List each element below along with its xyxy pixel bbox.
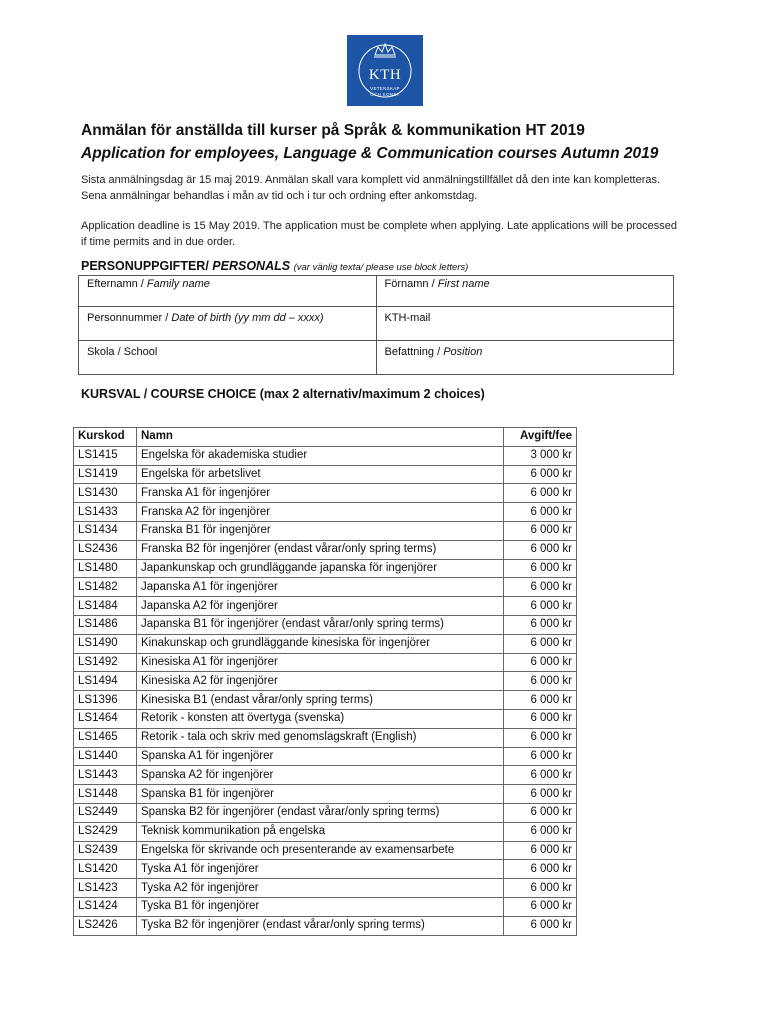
course-name-cell: Japankunskap och grundläggande japanska för ingenjörer xyxy=(137,559,504,578)
position-label-en: Position xyxy=(443,346,483,358)
personal-heading-sv: PERSONUPPGIFTER/ xyxy=(81,259,209,273)
personal-heading-en: PERSONALS xyxy=(212,259,291,273)
first-name-label-en: First name xyxy=(437,278,490,290)
table-row[interactable] xyxy=(74,709,577,728)
course-fee-cell: 6 000 kr xyxy=(504,521,577,540)
column-header-fee: Avgift/fee xyxy=(504,428,577,447)
course-name-cell: Teknisk kommunikation på engelska xyxy=(137,822,504,841)
course-code-cell: LS1423 xyxy=(74,879,137,898)
course-name-cell: Engelska för skrivande och presenterande av examensarbete xyxy=(137,841,504,860)
course-code-cell: LS2429 xyxy=(74,822,137,841)
course-fee-cell: 6 000 kr xyxy=(504,691,577,710)
course-name-cell: Tyska B1 för ingenjörer xyxy=(137,897,504,916)
course-code-cell: LS1424 xyxy=(74,897,137,916)
course-code-cell: LS2439 xyxy=(74,841,137,860)
course-name-cell: Engelska för akademiska studier xyxy=(137,446,504,465)
table-row[interactable] xyxy=(74,597,577,616)
course-name-cell: Japanska A1 för ingenjörer xyxy=(137,578,504,597)
dob-label-en: Date of birth (yy mm dd – xxxx) xyxy=(171,312,324,324)
logo-subline-1: VETENSKAP xyxy=(370,86,400,91)
table-row[interactable] xyxy=(74,841,577,860)
course-name-cell: Franska A2 för ingenjörer xyxy=(137,503,504,522)
table-row[interactable] xyxy=(74,691,577,710)
course-fee-cell: 6 000 kr xyxy=(504,465,577,484)
course-fee-cell: 6 000 kr xyxy=(504,916,577,935)
table-row[interactable] xyxy=(74,766,577,785)
course-code-cell: LS1490 xyxy=(74,634,137,653)
table-row[interactable] xyxy=(74,672,577,691)
course-code-cell: LS1486 xyxy=(74,615,137,634)
course-fee-cell: 6 000 kr xyxy=(504,559,577,578)
course-code-cell: LS1484 xyxy=(74,597,137,616)
table-row[interactable] xyxy=(74,503,577,522)
course-fee-cell: 6 000 kr xyxy=(504,503,577,522)
personal-table xyxy=(78,275,674,375)
course-name-cell: Spanska B2 för ingenjörer (endast vårar/only spring terms) xyxy=(137,803,504,822)
course-name-cell: Franska A1 för ingenjörer xyxy=(137,484,504,503)
course-name-cell: Kinakunskap och grundläggande kinesiska för ingenjörer xyxy=(137,634,504,653)
table-row[interactable] xyxy=(74,728,577,747)
course-code-cell: LS1443 xyxy=(74,766,137,785)
course-code-cell: LS1448 xyxy=(74,785,137,804)
course-fee-cell: 6 000 kr xyxy=(504,615,577,634)
table-row[interactable] xyxy=(74,785,577,804)
course-fee-cell: 6 000 kr xyxy=(504,785,577,804)
course-name-cell: Kinesiska A1 för ingenjörer xyxy=(137,653,504,672)
table-row[interactable] xyxy=(74,465,577,484)
course-fee-cell: 6 000 kr xyxy=(504,634,577,653)
logo-subline-2: OCH KONST xyxy=(370,92,400,97)
personal-heading xyxy=(81,259,468,273)
course-fee-cell: 6 000 kr xyxy=(504,747,577,766)
course-fee-cell: 6 000 kr xyxy=(504,709,577,728)
table-row[interactable] xyxy=(74,521,577,540)
table-row[interactable] xyxy=(74,897,577,916)
table-row[interactable] xyxy=(74,559,577,578)
course-code-cell: LS1419 xyxy=(74,465,137,484)
table-row[interactable] xyxy=(74,879,577,898)
page-subtitle: Application for employees, Language & Communication courses Autumn 2019 xyxy=(81,145,659,162)
course-fee-cell: 6 000 kr xyxy=(504,803,577,822)
logo-wordmark: KTH xyxy=(368,67,402,83)
course-rows xyxy=(74,446,577,935)
course-fee-cell: 6 000 kr xyxy=(504,653,577,672)
course-name-cell: Tyska A1 för ingenjörer xyxy=(137,860,504,879)
course-fee-cell: 6 000 kr xyxy=(504,879,577,898)
course-code-cell: LS1465 xyxy=(74,728,137,747)
family-name-label-en: Family name xyxy=(146,278,210,290)
course-fee-cell: 6 000 kr xyxy=(504,484,577,503)
table-row[interactable] xyxy=(74,484,577,503)
course-fee-cell: 6 000 kr xyxy=(504,597,577,616)
course-name-cell: Engelska för arbetslivet xyxy=(137,465,504,484)
column-header-name: Namn xyxy=(137,428,504,447)
first-name-label-sv: Förnamn / xyxy=(384,278,438,290)
table-row[interactable] xyxy=(74,578,577,597)
course-code-cell: LS1494 xyxy=(74,672,137,691)
course-code-cell: LS2449 xyxy=(74,803,137,822)
course-choice-heading: KURSVAL / COURSE CHOICE (max 2 alternativ/maximum 2 choices) xyxy=(81,387,485,401)
family-name-field[interactable] xyxy=(79,276,377,307)
kth-mail-field[interactable] xyxy=(376,307,674,341)
first-name-field[interactable] xyxy=(376,276,674,307)
course-name-cell: Retorik - konsten att övertyga (svenska) xyxy=(137,709,504,728)
personal-hint: (var vänlig texta/ please use block letters) xyxy=(293,262,469,273)
course-name-cell: Franska B2 för ingenjörer (endast vårar/only spring terms) xyxy=(137,540,504,559)
course-code-cell: LS2436 xyxy=(74,540,137,559)
course-code-cell: LS1464 xyxy=(74,709,137,728)
course-name-cell: Retorik - tala och skriv med genomslagskraft (English) xyxy=(137,728,504,747)
course-fee-cell: 6 000 kr xyxy=(504,766,577,785)
course-fee-cell: 6 000 kr xyxy=(504,897,577,916)
table-row[interactable] xyxy=(74,615,577,634)
course-fee-cell: 6 000 kr xyxy=(504,578,577,597)
table-row[interactable] xyxy=(74,540,577,559)
course-fee-cell: 6 000 kr xyxy=(504,672,577,691)
table-row[interactable] xyxy=(74,747,577,766)
table-row[interactable] xyxy=(74,822,577,841)
course-name-cell: Japanska B1 för ingenjörer (endast vårar/only spring terms) xyxy=(137,615,504,634)
course-code-cell: LS1430 xyxy=(74,484,137,503)
table-row[interactable] xyxy=(74,803,577,822)
position-label-sv: Befattning / xyxy=(384,346,444,358)
page-title: Anmälan för anställda till kurser på Språk & kommunikation HT 2019 xyxy=(81,122,585,139)
kth-mail-label: KTH-mail xyxy=(384,312,431,324)
table-row[interactable] xyxy=(74,653,577,672)
table-row[interactable] xyxy=(74,916,577,935)
course-fee-cell: 6 000 kr xyxy=(504,860,577,879)
course-table xyxy=(73,427,577,936)
course-name-cell: Tyska B2 för ingenjörer (endast vårar/only spring terms) xyxy=(137,916,504,935)
course-code-cell: LS2426 xyxy=(74,916,137,935)
intro-english: Application deadline is 15 May 2019. The application must be complete when applying. Late applications will be processed if time permits and in due order. xyxy=(81,220,677,248)
course-name-cell: Kinesiska A2 för ingenjörer xyxy=(137,672,504,691)
dob-field[interactable] xyxy=(79,307,377,341)
course-fee-cell: 6 000 kr xyxy=(504,540,577,559)
position-field[interactable] xyxy=(376,341,674,375)
school-field[interactable] xyxy=(79,341,377,375)
course-code-cell: LS1482 xyxy=(74,578,137,597)
course-code-cell: LS1440 xyxy=(74,747,137,766)
course-table-header xyxy=(74,428,577,447)
course-name-cell: Spanska A1 för ingenjörer xyxy=(137,747,504,766)
course-name-cell: Japanska A2 för ingenjörer xyxy=(137,597,504,616)
course-code-cell: LS1480 xyxy=(74,559,137,578)
course-code-cell: LS1420 xyxy=(74,860,137,879)
table-row[interactable] xyxy=(74,860,577,879)
column-header-code: Kurskod xyxy=(74,428,137,447)
family-name-label-sv: Efternamn / xyxy=(87,278,147,290)
course-name-cell: Spanska A2 för ingenjörer xyxy=(137,766,504,785)
kth-logo xyxy=(347,35,423,106)
intro-swedish: Sista anmälningsdag är 15 maj 2019. Anmälan skall vara komplett vid anmälningstillfället då den inte kan kompletteras. Sena anmälningar behandlas i mån av tid och i tur och ordning efter ankomstdag. xyxy=(81,174,661,202)
course-fee-cell: 6 000 kr xyxy=(504,841,577,860)
course-code-cell: LS1396 xyxy=(74,691,137,710)
dob-label-sv: Personnummer / xyxy=(87,312,172,324)
course-code-cell: LS1434 xyxy=(74,521,137,540)
school-label: Skola / School xyxy=(87,346,158,358)
course-fee-cell: 6 000 kr xyxy=(504,728,577,747)
course-fee-cell: 3 000 kr xyxy=(504,446,577,465)
course-code-cell: LS1433 xyxy=(74,503,137,522)
course-code-cell: LS1492 xyxy=(74,653,137,672)
course-code-cell: LS1415 xyxy=(74,446,137,465)
table-row[interactable] xyxy=(74,634,577,653)
course-name-cell: Spanska B1 för ingenjörer xyxy=(137,785,504,804)
course-fee-cell: 6 000 kr xyxy=(504,822,577,841)
course-name-cell: Franska B1 för ingenjörer xyxy=(137,521,504,540)
table-row[interactable] xyxy=(74,446,577,465)
course-name-cell: Tyska A2 för ingenjörer xyxy=(137,879,504,898)
course-name-cell: Kinesiska B1 (endast vårar/only spring terms) xyxy=(137,691,504,710)
